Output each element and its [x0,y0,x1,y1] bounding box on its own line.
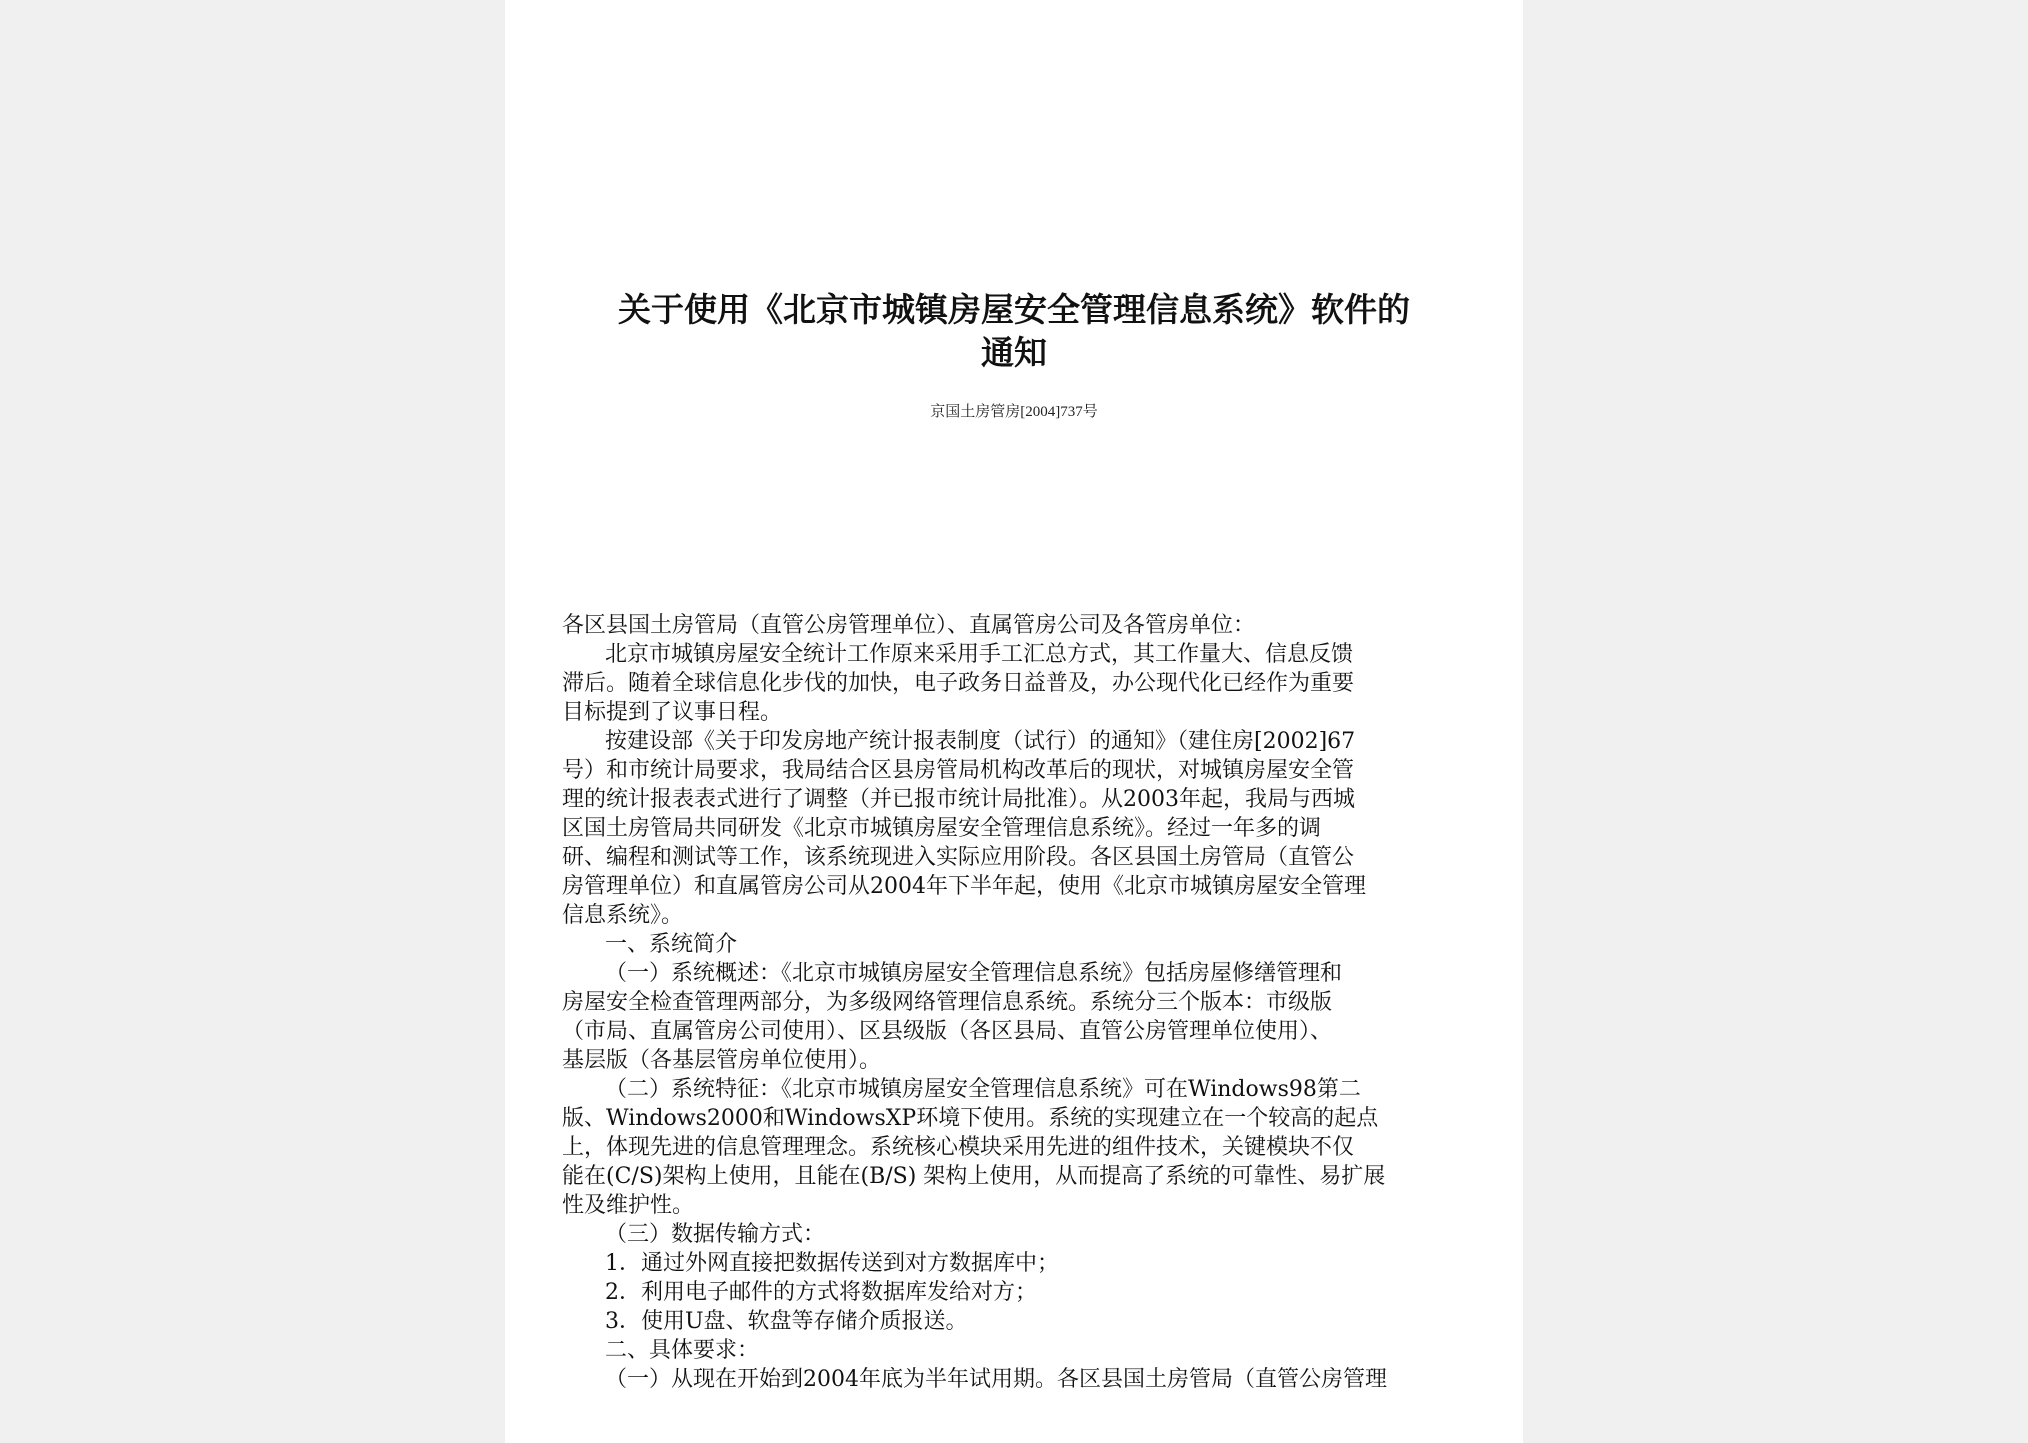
body-line-salutation: 各区县国土房管局（直管公房管理单位）、直属管房公司及各管房单位： [562,613,1256,638]
body-line: 能在(C/S)架构上使用，且能在(B/S) 架构上使用，从而提高了系统的可靠性、易扩展 [562,1164,1386,1189]
body-line: 按建设部《关于印发房地产统计报表制度（试行）的通知》（建住房[2002]67 [605,729,1356,754]
document-title-line1: 关于使用《北京市城镇房屋安全管理信息系统》软件的 [618,290,1410,329]
body-line: 区国土房管局共同研发《北京市城镇房屋安全管理信息系统》。经过一年多的调 [562,816,1322,841]
body-line: 版、Windows2000和WindowsXP环境下使用。系统的实现建立在一个较高的起点 [562,1106,1379,1131]
body-line: 滞后。随着全球信息化步伐的加快，电子政务日益普及，办公现代化已经作为重要 [562,671,1355,696]
document-page [505,0,1523,1443]
body-line: （市局、直属管房公司使用）、区县级版（各区县局、直管公房管理单位使用）、 [562,1019,1333,1044]
body-line: 目标提到了议事日程。 [562,700,783,725]
document-title-line2: 通知 [981,333,1047,372]
body-line: 房管理单位）和直属管房公司从2004年下半年起，使用《北京市城镇房屋安全管理 [562,874,1366,899]
body-line: 房屋安全检查管理两部分，为多级网络管理信息系统。系统分三个版本：市级版 [562,990,1333,1015]
body-line: 理的统计报表表式进行了调整（并已报市统计局批准）。从2003年起，我局与西城 [562,787,1355,812]
body-line: 基层版（各基层管房单位使用）。 [562,1048,882,1073]
document-number: 京国土房管房[2004]737号 [930,404,1098,420]
body-line: （一）系统概述：《北京市城镇房屋安全管理信息系统》包括房屋修缮管理和 [605,961,1343,986]
list-item: 1．通过外网直接把数据传送到对方数据库中； [605,1251,1059,1276]
body-line: 研、编程和测试等工作，该系统现进入实际应用阶段。各区县国土房管局（直管公 [562,845,1355,870]
body-line: （三）数据传输方式： [605,1222,826,1247]
body-line: 信息系统》。 [562,903,684,928]
list-item: 2．利用电子邮件的方式将数据库发给对方； [605,1280,1037,1305]
body-line: 上，体现先进的信息管理理念。系统核心模块采用先进的组件技术，关键模块不仅 [562,1135,1355,1160]
body-line: （一）从现在开始到2004年底为半年试用期。各区县国土房管局（直管公房管理 [605,1367,1387,1392]
section-heading: 二、具体要求： [605,1338,760,1363]
list-item: 3．使用U盘、软盘等存储介质报送。 [605,1309,968,1334]
body-line: （二）系统特征：《北京市城镇房屋安全管理信息系统》可在Windows98第二 [605,1077,1361,1102]
section-heading: 一、系统简介 [605,932,738,957]
body-line: 性及维护性。 [562,1193,695,1218]
body-line: 号）和市统计局要求，我局结合区县房管局机构改革后的现状，对城镇房屋安全管 [562,758,1355,783]
body-line: 北京市城镇房屋安全统计工作原来采用手工汇总方式，其工作量大、信息反馈 [605,642,1354,667]
